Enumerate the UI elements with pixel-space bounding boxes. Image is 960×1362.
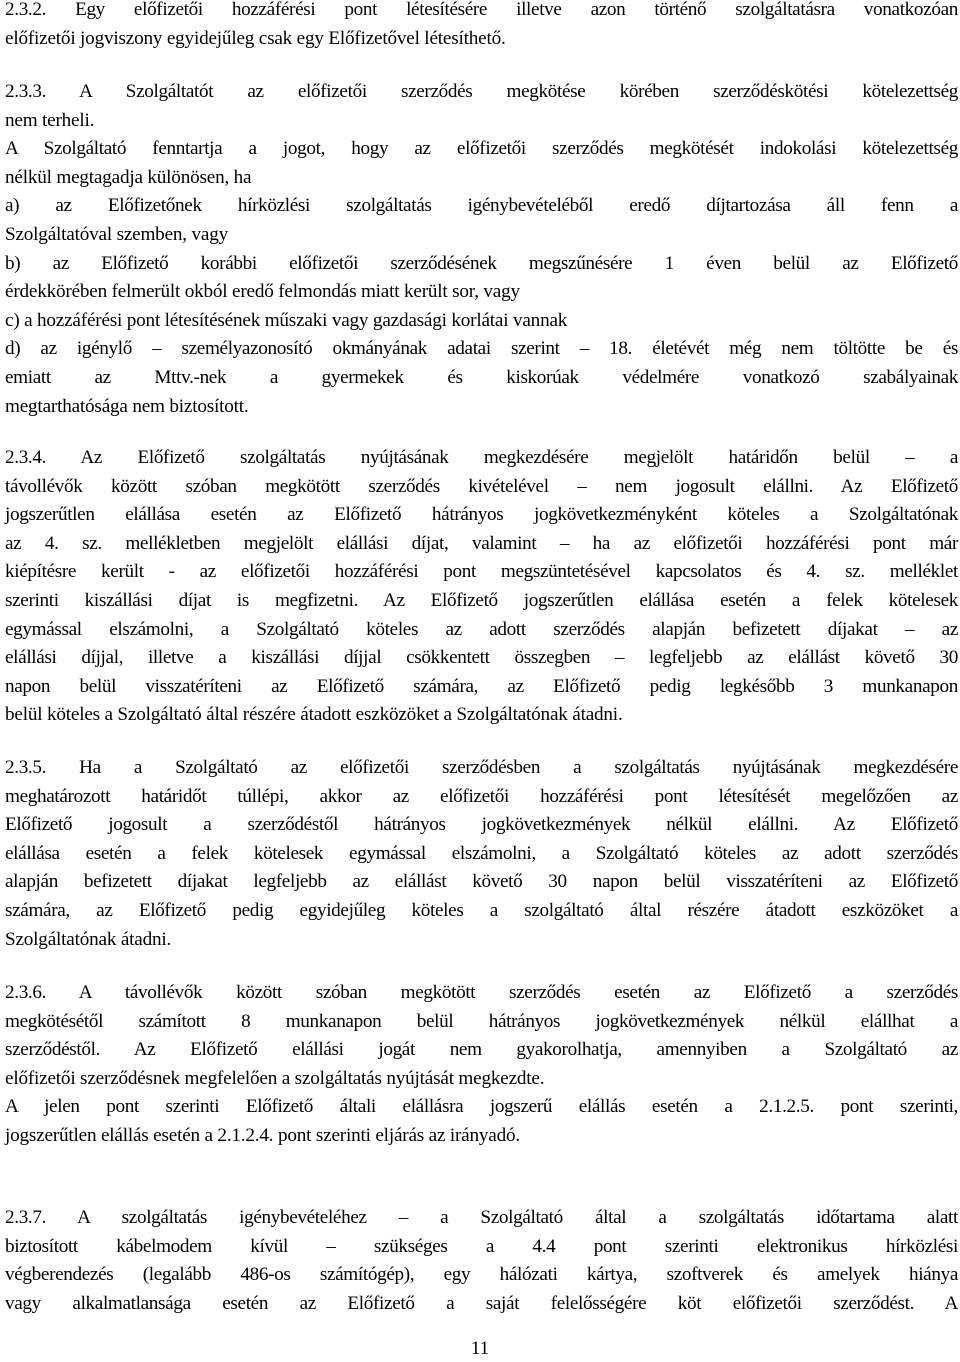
text-line: Előfizető jogosult a szerződéstől hátrányos jogkövetkezmények nélkül elállni. Az Előfizető: [5, 814, 958, 836]
text-line: előfizetői szerződésnek megfelelően a szolgáltatás nyújtását megkezdte.: [5, 1067, 545, 1089]
text-line: 2.3.7. A szolgáltatás igénybevételéhez – a Szolgáltató által a szolgáltatás időtartama alatt: [5, 1207, 958, 1228]
text-line: vagy alkalmatlansága esetén az Előfizető a saját felelősségére köt előfizetői szerződést. A: [5, 1292, 958, 1314]
text-line: A Szolgáltató fenntartja a jogot, hogy az előfizetői szerződés megkötését indokolási kötelezettség: [5, 138, 958, 160]
text-line: meghatározott határidőt túllépi, akkor az előfizetői hozzáférési pont létesítését megelőzően az: [5, 785, 958, 807]
text-line: távollévők között szóban megkötött szerződés kivételével – nem jogosult elállni. Az Előfizető: [5, 475, 958, 497]
text-line: 2.3.3. A Szolgáltatót az előfizetői szerződés megkötése körében szerződéskötési kötelezettség: [5, 81, 958, 102]
page-number: 11: [470, 1338, 490, 1359]
section-2-3-6: [5, 979, 958, 1151]
section-2-3-5: [5, 754, 958, 954]
text-line: előfizetői jogviszony egyidejűleg csak egy Előfizetővel létesíthető.: [5, 27, 506, 49]
section-2-3-4: [5, 444, 958, 730]
text-line: 2.3.2. Egy előfizetői hozzáférési pont létesítésére illetve azon történő szolgáltatásra vonatkozóan: [5, 0, 958, 20]
text-line: c) a hozzáférési pont létesítésének műszaki vagy gazdasági korlátai vannak: [5, 309, 568, 331]
text-line: érdekkörében felmerült okból eredő felmondás miatt került sor, vagy: [5, 281, 520, 303]
text-line: jogszerűtlen elállás esetén a 2.1.2.4. pont szerinti eljárás az irányadó.: [5, 1124, 520, 1146]
text-line: megtarthatósága nem biztosított.: [5, 395, 249, 417]
text-line: biztosított kábelmodem kívül – szükséges a 4.4 pont szerinti elektronikus hírközlési: [5, 1235, 958, 1257]
text-line: számára, az Előfizető pedig egyidejűleg köteles a szolgáltató által részére átadott eszközöket a: [5, 899, 958, 921]
section-2-3-3: [5, 78, 958, 421]
section-2-3-7: [5, 1204, 958, 1318]
text-line: elállása esetén a felek kötelesek egymással elszámolni, a Szolgáltató köteles az adott szerződés: [5, 842, 958, 864]
text-line: szerinti kiszállási díjat is megfizetni. Az Előfizető jogszerűtlen elállása esetén a felek kötelesek: [5, 589, 958, 611]
text-line: kiépítésre került - az előfizetői hozzáférési pont megszüntetésével kapcsolatos és 4. sz. melléklet: [5, 561, 958, 583]
text-line: 2.3.4. Az Előfizető szolgáltatás nyújtásának megkezdésére megjelölt határidőn belül – a: [5, 447, 958, 468]
text-line: d) az igénylő – személyazonosító okmányának adatai szerint – 18. életévét még nem töltötte be és: [5, 338, 958, 360]
section-2-3-2: [5, 0, 958, 53]
text-line: b) az Előfizető korábbi előfizetői szerződésének megszűnésére 1 éven belül az Előfizető: [5, 252, 958, 274]
text-line: belül köteles a Szolgáltató által részére átadott eszközöket a Szolgáltatónak átadni.: [5, 704, 623, 726]
text-line: szerződéstől. Az Előfizető elállási jogát nem gyakorolhatja, amennyiben a Szolgáltató az: [5, 1039, 958, 1061]
text-line: megkötésétől számított 8 munkanapon belül hátrányos jogkövetkezmények nélkül elállhat a: [5, 1010, 958, 1032]
text-line: nélkül megtagadja különösen, ha: [5, 166, 252, 188]
text-line: alapján befizetett díjakat legfeljebb az elállást követő 30 napon belül visszatéríteni az Előfizető: [5, 871, 958, 893]
text-line: emiatt az Mttv.-nek a gyermekek és kiskorúak védelmére vonatkozó szabályainak: [5, 366, 958, 388]
text-line: A jelen pont szerinti Előfizető általi elállásra jogszerű elállás esetén a 2.1.2.5. pont szerinti,: [5, 1096, 958, 1118]
text-line: egymással elszámolni, a Szolgáltató köteles az adott szerződés alapján befizetett díjakat – az: [5, 618, 958, 640]
text-line: elállási díjjal, illetve a kiszállási díjjal csökkentett összegben – legfeljebb az elállást követő 30: [5, 647, 958, 669]
text-line: jogszerűtlen elállása esetén az Előfizető hátrányos jogkövetkezményként köteles a Szolgáltatónak: [5, 504, 958, 526]
text-line: az 4. sz. mellékletben megjelölt elállási díjat, valamint – ha az előfizetői hozzáférési pont már: [5, 532, 958, 554]
text-line: Szolgáltatónak átadni.: [5, 928, 172, 950]
text-line: a) az Előfizetőnek hírközlési szolgáltatás igénybevételéből eredő díjtartozása áll fenn a: [5, 195, 958, 217]
text-line: napon belül visszatéríteni az Előfizető számára, az Előfizető pedig legkésőbb 3 munkanapon: [5, 675, 958, 697]
text-line: 2.3.5. Ha a Szolgáltató az előfizetői szerződésben a szolgáltatás nyújtásának megkezdésére: [5, 757, 958, 778]
text-line: végberendezés (legalább 486-os számítógép), egy hálózati kártya, szoftverek és amelyek hiánya: [5, 1264, 958, 1286]
text-line: Szolgáltatóval szemben, vagy: [5, 223, 228, 245]
text-line: 2.3.6. A távollévők között szóban megkötött szerződés esetén az Előfizető a szerződés: [5, 982, 958, 1003]
text-line: nem terheli.: [5, 109, 95, 131]
